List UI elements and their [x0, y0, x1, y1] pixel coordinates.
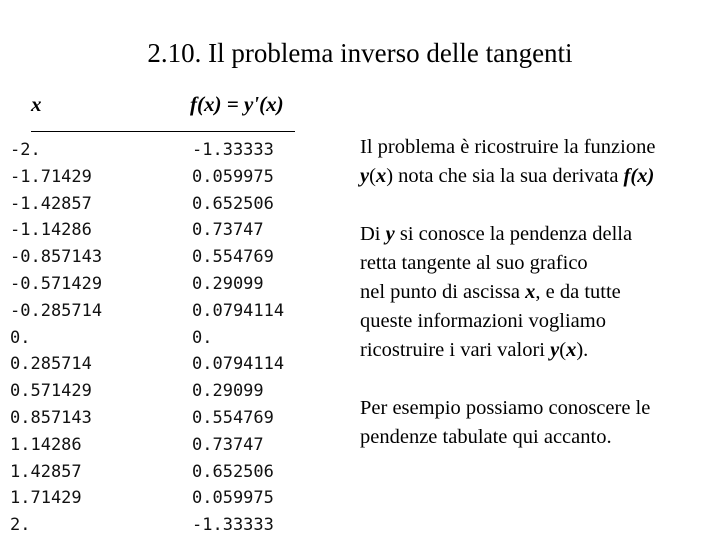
- fx-value: 0.059975: [192, 166, 274, 187]
- text-segment: queste informazioni vogliamo: [360, 310, 606, 332]
- text-segment: nel punto di ascissa: [360, 281, 526, 303]
- x-value: -1.14286: [10, 220, 92, 241]
- paragraph: [360, 394, 720, 452]
- fx-value: 0.73747: [192, 434, 264, 455]
- text-segment: (: [369, 165, 376, 187]
- x-value: -1.42857: [10, 193, 92, 214]
- text-line: [360, 249, 720, 278]
- x-value: -2.: [10, 140, 41, 160]
- column-header-fx: f(x) = y'(x): [190, 92, 284, 116]
- paragraph: [360, 220, 720, 365]
- fx-value: 0.: [192, 327, 213, 348]
- text-line: [360, 133, 720, 162]
- text-segment: ) nota che sia la sua derivata: [386, 165, 624, 187]
- math-symbol: y: [385, 223, 395, 245]
- slide-title: 2.10. Il problema inverso delle tangenti: [147, 38, 573, 68]
- fx-value: 0.73747: [192, 220, 264, 241]
- text-segment: si conosce la pendenza della: [394, 223, 633, 245]
- text-line: [360, 394, 720, 423]
- fx-value: 0.554769: [192, 407, 274, 428]
- x-value: -0.857143: [10, 247, 103, 268]
- header-divider: [31, 131, 295, 132]
- math-symbol: x: [525, 281, 536, 303]
- math-symbol: x: [375, 165, 387, 187]
- fx-value: 0.059975: [192, 488, 274, 509]
- x-value: -0.571429: [10, 273, 103, 294]
- x-value: 1.14286: [10, 434, 82, 455]
- math-symbol: f(x): [623, 165, 655, 187]
- fx-value: 0.0794114: [192, 300, 285, 321]
- text-segment: (: [559, 339, 567, 361]
- text-segment: Di: [360, 223, 386, 245]
- math-symbol: y: [360, 165, 370, 187]
- text-line: [360, 162, 720, 191]
- math-symbol: y: [550, 339, 560, 361]
- fx-value: 0.29099: [192, 381, 264, 402]
- text-line: [360, 220, 720, 249]
- text-line: [360, 423, 720, 452]
- text-line: [360, 278, 720, 307]
- text-segment: Il problema è ricostruire la funzione: [360, 136, 656, 158]
- fx-value: 0.554769: [192, 247, 274, 268]
- x-value: -0.285714: [10, 300, 103, 321]
- fx-value: -1.33333: [192, 140, 274, 160]
- fx-value: -1.33333: [192, 515, 274, 536]
- explanation-text: [360, 133, 720, 481]
- fx-value: 0.29099: [192, 273, 264, 294]
- x-value: -1.71429: [10, 166, 92, 187]
- text-segment: , e da tutte: [535, 281, 621, 303]
- paragraph: [360, 133, 720, 191]
- text-segment: Per esempio possiamo conoscere le: [360, 397, 651, 419]
- x-value: 0.285714: [10, 354, 92, 375]
- fx-value: 0.652506: [192, 461, 274, 482]
- text-segment: retta tangente al suo grafico: [360, 252, 588, 274]
- text-line: [360, 307, 720, 336]
- text-line: [360, 336, 720, 365]
- column-header-x: x: [31, 92, 42, 116]
- math-symbol: x: [566, 339, 577, 361]
- x-value: 1.71429: [10, 488, 82, 509]
- text-segment: ricostruire i vari valori: [360, 339, 551, 361]
- x-value: 0.857143: [10, 407, 92, 428]
- x-value: 0.: [10, 327, 31, 348]
- x-value: 1.42857: [10, 461, 82, 482]
- text-segment: pendenze tabulate qui accanto.: [360, 426, 612, 448]
- x-value: 2.: [10, 515, 31, 536]
- x-value: 0.571429: [10, 381, 92, 402]
- fx-value: 0.0794114: [192, 354, 285, 375]
- fx-value: 0.652506: [192, 193, 274, 214]
- text-segment: ).: [576, 339, 589, 361]
